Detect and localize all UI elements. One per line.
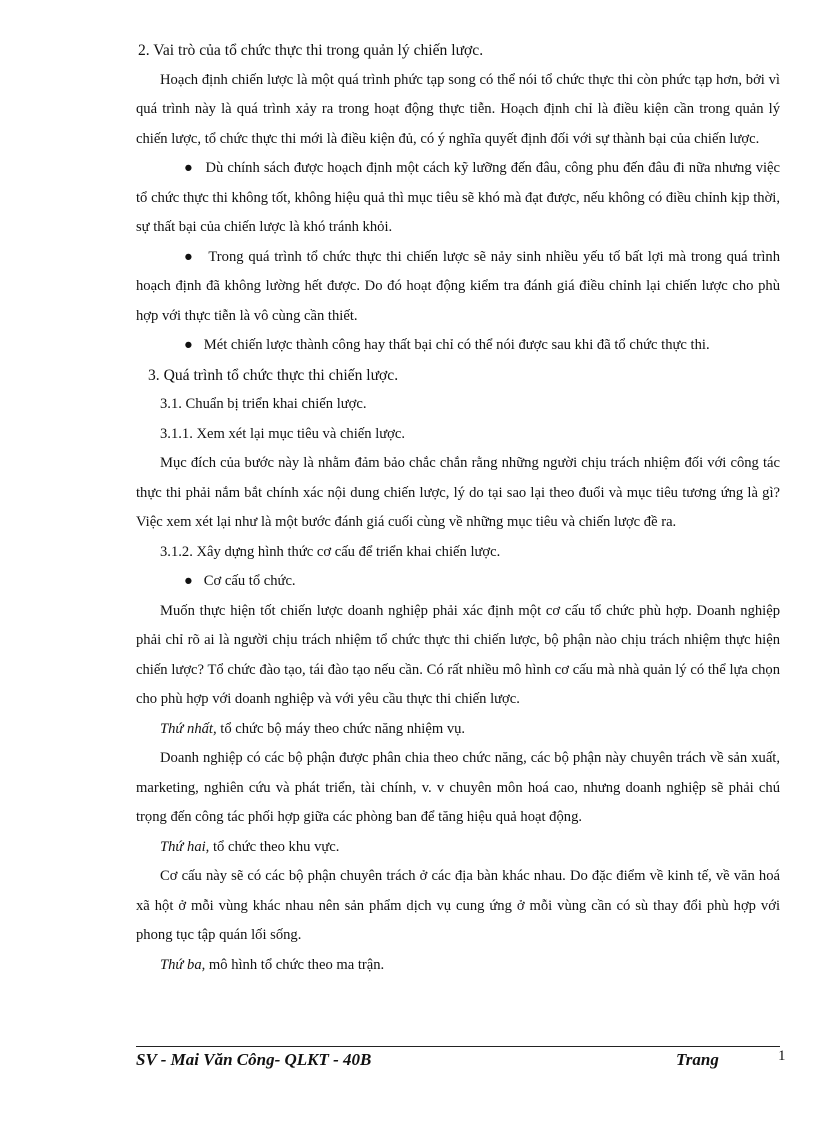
subheading-3-1-2: 3.1.2. Xây dựng hình thức cơ cấu để triển khai chiến lược. [160, 543, 501, 560]
first-rest: tổ chức bộ máy theo chức năng nhiệm vụ. [216, 720, 466, 737]
paragraph-functional: Doanh nghiệp có các bộ phận được phân chia theo chức năng, các bộ phận này chuyên trách về sản xuất, marketing, nghiên cứu và phát triển, tài chính, v. v chuyên môn hoá cao, nhưng doanh nghiệp sẽ phải chú trọng đến công tác phối hợp giữa các phòng ban để tăng hiệu quả hoạt động. [136, 750, 780, 825]
section-heading-3: 3. Quá trình tổ chức thực thi chiến lược. [148, 366, 399, 384]
second-rest: tổ chức theo khu vực. [209, 838, 340, 855]
paragraph-purpose: Mục đích của bước này là nhằm đảm bảo chắc chắn rằng những người chịu trách nhiệm đối với công tác thực thi phải nắm bắt chính xác nội dung chiến lược, lý do tại sao lại theo đuổi và mục tiêu tương ứng là gì? Việc xem xét lại như là một bước đánh giá cuối cùng về những mục tiêu và chiến lược đề ra. [136, 455, 780, 530]
bullet-text: Mét chiến lược thành công hay thất bại chỉ có thể nói được sau khi đã tổ chức thực thi. [203, 337, 710, 353]
subheading-3-1-1: 3.1.1. Xem xét lại mục tiêu và chiến lược. [160, 425, 406, 442]
paragraph-structure: Muốn thực hiện tốt chiến lược doanh nghiệp phải xác định một cơ cấu tổ chức phù hợp. Doanh nghiệp phải chỉ rõ ai là người chịu trách nhiệm tổ chức thực thi chiến lược, bộ phận nào chịu trách nhiệm thực hiện chiến lược? Tổ chức đào tạo, tái đào tạo nếu cần. Có rất nhiều mô hình cơ cấu mà nhà quản lý có thể lựa chọn cho phù hợp với doanh nghiệp và với yêu cầu thực thi chiến lược. [136, 602, 780, 707]
bullet-icon: ● [184, 248, 209, 265]
paragraph-intro: Hoạch định chiến lược là một quá trình phức tạp song có thể nói tổ chức thực thi còn phức tạp hơn, bởi vì quá trình này là quá trình xảy ra trong hoạt động thực tiễn. Hoạch định chỉ là điều kiện cần trong quản lý chiến lược, tổ chức thực thi mới là điều kiện đủ, có ý nghĩa quyết định đối với sự thành bại của chiến lược. [136, 71, 780, 147]
third-lead: Thứ ba, [160, 956, 206, 973]
second-lead: Thứ hai, [160, 838, 210, 855]
section-heading-2: 2. Vai trò của tổ chức thực thi trong quản lý chiến lược. [138, 42, 484, 59]
paragraph-third [136, 951, 780, 981]
paragraph-regional: Cơ cấu này sẽ có các bộ phận chuyên trách ở các địa bàn khác nhau. Do đặc điểm về kinh tế, về văn hoá xã hột ở mỗi vùng khác nhau nên sản phẩm dịch vụ cung ứng ở mỗi vùng cần có sù thay đổi phù hợp với phong tục tập quán lối sống. [136, 868, 780, 943]
bullet-item-1 [136, 154, 780, 243]
bullet-icon: ● [184, 573, 204, 589]
first-lead: Thứ nhất, [160, 720, 217, 737]
bullet-text: Cơ cấu tổ chức. [203, 573, 296, 589]
footer-author: SV - Mai Văn Công- QLKT - 40B [136, 1050, 372, 1069]
footer-divider [136, 1046, 780, 1047]
bullet-item-structure [136, 567, 780, 597]
document-body [136, 36, 780, 980]
paragraph-second [136, 833, 780, 863]
bullet-item-2 [136, 243, 780, 332]
footer-page-label: Trang [676, 1050, 719, 1069]
paragraph-first [136, 715, 780, 745]
bullet-icon: ● [184, 160, 206, 176]
subheading-3-1: 3.1. Chuẩn bị triển khai chiến lược. [160, 396, 367, 412]
third-rest: mô hình tổ chức theo ma trận. [205, 956, 385, 973]
page-number: 1 [778, 1048, 786, 1064]
bullet-icon: ● [184, 337, 204, 353]
bullet-item-3 [136, 331, 780, 361]
bullet-text: Dù chính sách được hoạch định một cách kỹ lưỡng đến đâu, công phu đến đâu đi nữa nhưng việc tổ chức thực thi không tốt, không hiệu quả thì mục tiêu sẽ khó mà đạt được, nếu không có điều chỉnh kịp thời, sự thất bại của chiến lược là khó tránh khỏi. [136, 160, 780, 235]
bullet-text: Trong quá trình tổ chức thực thi chiến lược sẽ nảy sinh nhiều yếu tố bất lợi mà trong quá trình hoạch định đã không lường hết được. Do đó hoạt động kiểm tra đánh giá điều chỉnh lại chiến lược cho phù hợp với thực tiễn là vô cùng cần thiết. [136, 248, 781, 324]
